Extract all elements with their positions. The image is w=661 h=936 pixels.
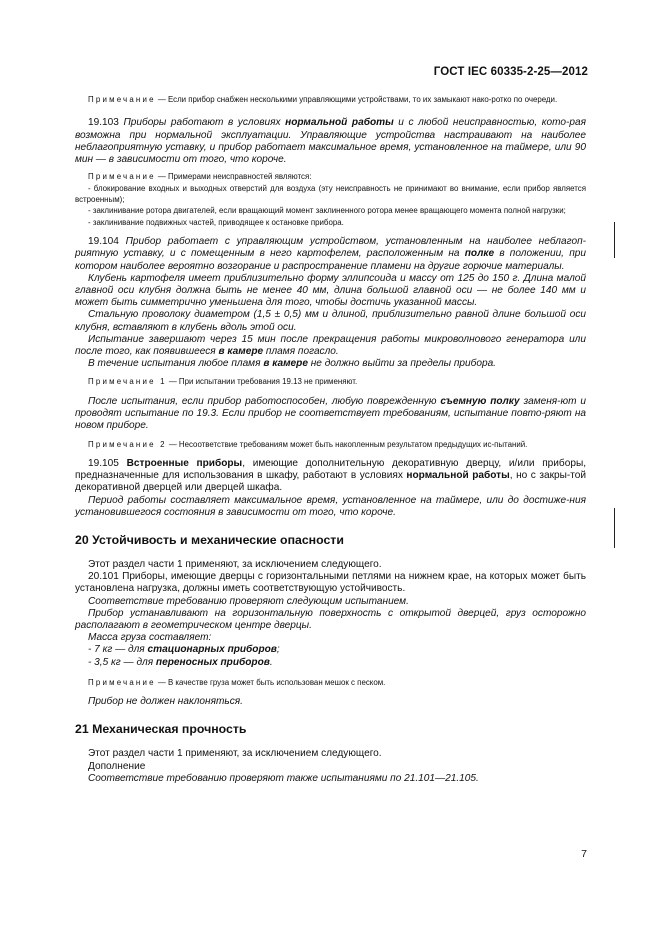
note-paragraph: Примечание — В качестве груза может быть использован мешок с песком. — [88, 677, 386, 687]
note-paragraph: Примечание 2 — Несоответствие требованиям может быть накопленным результатом предыдущих ис-пытаний. — [88, 439, 528, 449]
mass-paragraph: Масса груза составляет: — [88, 632, 212, 644]
list-item: - 3,5 кг — для переносных приборов. — [88, 656, 273, 668]
note-list-item: - блокирование входных и выходных отверстий для воздуха (эту неисправность не принимают во внимание, если прибор является встроенным); — [75, 183, 586, 205]
check-paragraph: Соответствие требованию проверяют следующим испытанием. — [88, 595, 409, 607]
wire-paragraph: Стальную проволоку диаметром (1,5 ± 0,5) мм и длиной, приблизительно равной длине большой оси клубня, вставляют в клубень вдоль этой оси. — [75, 309, 586, 333]
section-21-heading: 21 Механическая прочность — [75, 722, 247, 737]
note-paragraph: Примечание — Примерами неисправностей являются: — [88, 172, 312, 182]
addition-label: Дополнение — [88, 760, 146, 772]
note-list-item: - заклинивание ротора двигателей, если вращающий момент заклиненного ротора менее вращающего момента полной нагрузки; — [88, 206, 566, 216]
note-paragraph: Примечание — Если прибор снабжен несколькими управляющими устройствами, то их замыкают нако-ротко по очереди. — [88, 95, 558, 104]
section-21-intro: Этот раздел части 1 применяют, за исключением следующего. — [88, 748, 382, 760]
test-end-paragraph: Испытание завершают через 15 мин после прекращения работы микроволнового генератора или после того, как появившееся в камере пламя погасло. — [75, 333, 586, 358]
after-test-paragraph: После испытания, если прибор работоспособен, любую поврежденную съемную полку заменя-ют и проводят испытание по 19.3. Если прибор не соответствует требованиям, испытание повто-ряют на новом приборе. — [75, 395, 586, 432]
list-item: - 7 кг — для стационарных приборов; — [88, 644, 280, 656]
change-bar — [614, 508, 615, 548]
note-list-item: - заклинивание подвижных частей, приводящее к остановке прибора. — [88, 217, 344, 227]
document-body — [75, 94, 586, 785]
check-paragraph: Соответствие требованию проверяют также испытаниями по 21.101—21.105. — [88, 772, 479, 784]
flame-paragraph: В течение испытания любое пламя в камере не должно выйти за пределы прибора. — [88, 358, 496, 370]
section-20-heading: 20 Устойчивость и механические опасности — [75, 532, 344, 547]
clause-19-103: 19.103 Приборы работают в условиях нормальной работы и с любой неисправностью, кото-рая возможна при нормальной эксплуатации. Управляющие устройства настраивают на наиболее неблагоприятную уставку, и прибор работает максимальное время, установленное на таймере, или 90 мин — в зависимости от того, что короче. — [75, 117, 586, 166]
clause-19-104: 19.104 Прибор работает с управляющим устройством, установленным на наиболее неблагоп-риятную уставку, и с помещенным в него картофелем, расположенным на полке в положении, при котором наиболее вероятно возгорание и распространение пламени на другие горючие материалы. — [75, 236, 586, 272]
potato-paragraph: Клубень картофеля имеет приблизительно форму эллипсоида и массу от 125 до 150 г. Длина малой главной оси клубня должна быть не менее 40 мм, длина большой главной оси — не более 140 мм и может быть симметрично уменьшена для того, чтобы достичь указанной массы. — [75, 272, 586, 309]
clause-20-101: 20.101 Приборы, имеющие дверцы с горизонтальными петлями на нижнем крае, на которых может быть установлена нагрузка, должны иметь соответствующую устойчивость. — [75, 571, 586, 595]
standard-header: ГОСТ IEC 60335-2-25—2012 — [433, 66, 588, 78]
page-number: 7 — [581, 848, 587, 860]
note-paragraph: Примечание 1 — При испытании требования 19.13 не применяют. — [88, 377, 358, 387]
period-paragraph: Период работы составляет максимальное время, установленное на таймере, или до достиже-ния установившегося состояния в зависимости от того, что короче. — [75, 494, 586, 518]
change-bar — [614, 222, 615, 258]
section-20-intro: Этот раздел части 1 применяют, за исключением следующего. — [88, 558, 382, 570]
placement-paragraph: Прибор устанавливают на горизонтальную поверхность с открытой дверцей, груз осторожно располагают в геометрическом центре дверцы. — [75, 607, 586, 631]
final-paragraph: Прибор не должен наклоняться. — [88, 696, 243, 708]
clause-19-105: 19.105 Встроенные приборы, имеющие дополнительную декоративную дверцу, и/или приборы, предназначенные для использования в шкафу, работают в условиях нормальной работы, но с закры-той декоративной дверцей или дверцей шкафа. — [75, 457, 587, 494]
